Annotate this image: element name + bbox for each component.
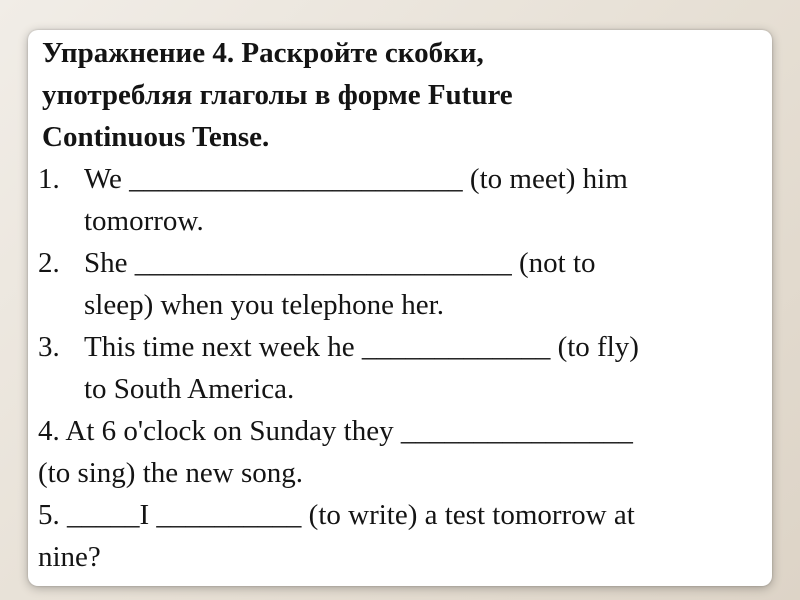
- exercise-item-4-line-2: (to sing) the new song.: [38, 457, 303, 489]
- exercise-item-line: sleep) when you telephone her.: [84, 289, 444, 321]
- exercise-item-number: 2.: [38, 247, 60, 279]
- exercise-item-5-line-2: nine?: [38, 541, 101, 573]
- exercise-item-text: [84, 242, 768, 326]
- exercise-item-4-line-1: 4. At 6 o'clock on Sunday they ________________: [38, 415, 633, 447]
- exercise-title-line-1: Упражнение 4. Раскройте скобки,: [42, 37, 484, 69]
- slide-card: [28, 30, 772, 586]
- exercise-item-number: 3.: [38, 331, 60, 363]
- exercise-item-line: tomorrow.: [84, 205, 204, 237]
- exercise-item-number: 1.: [38, 163, 60, 195]
- exercise-item-5-line-1: 5. _____I __________ (to write) a test tomorrow at: [38, 499, 635, 531]
- exercise-item-text: [84, 158, 768, 242]
- exercise-item-text: [84, 326, 768, 410]
- exercise-item-line: She __________________________ (not to: [84, 247, 596, 279]
- exercise-title-line-3: Continuous Tense.: [42, 121, 270, 153]
- exercise-item-line: We _______________________ (to meet) him: [84, 163, 628, 195]
- exercise-item-2: [38, 242, 768, 326]
- exercise-item-line: to South America.: [84, 373, 295, 405]
- exercise-item-1: [38, 158, 768, 242]
- exercise-content: [38, 32, 768, 578]
- exercise-item-3: [38, 326, 768, 410]
- exercise-title-line-2: употребляя глаголы в форме Future: [42, 79, 513, 111]
- exercise-item-line: This time next week he _____________ (to fly): [84, 331, 639, 363]
